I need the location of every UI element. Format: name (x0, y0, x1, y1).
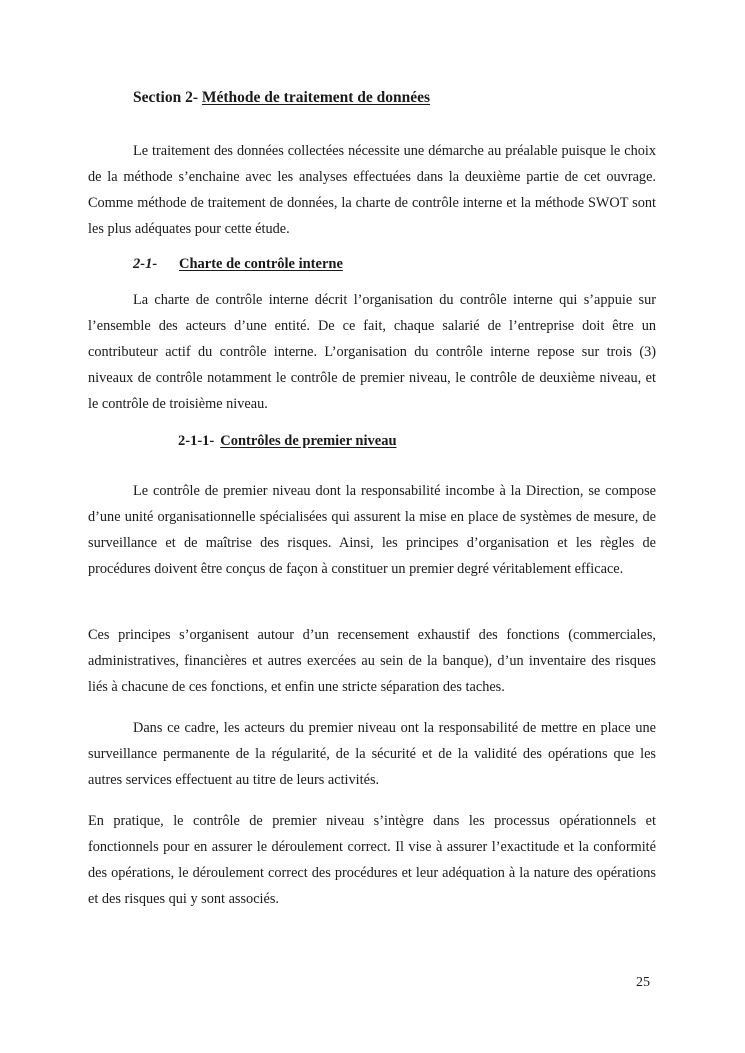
paragraph-premier-niveau: Le contrôle de premier niveau dont la responsabilité incombe à la Direction, se compose d’une unité organisationnelle spécialisées qui assurent la mise en place de systèmes de mesure, de surveillance et de maîtrise des risques. Ainsi, les principes d’organisation et les règles de procédures doivent être conçus de façon à constituer un premier degré véritablement efficace. (88, 483, 656, 577)
paragraph-charte: La charte de contrôle interne décrit l’organisation du contrôle interne qui s’appuie sur l’ensemble des acteurs d’une entité. De ce fait, chaque salarié de l’entreprise doit être un contributeur actif du contrôle interne. L’organisation du contrôle interne repose sur trois (3) niveaux de contrôle notamment le contrôle de premier niveau, le contrôle de deuxième niveau, et le contrôle de troisième niveau. (88, 292, 656, 412)
subsection-number: 2-1- (133, 256, 158, 272)
subsubsection-number: 2-1-1- (178, 433, 215, 449)
subsubsection-title: Contrôles de premier niveau (220, 433, 397, 449)
section-title: Méthode de traitement de données (201, 89, 431, 106)
section-prefix: Section 2- (133, 89, 202, 106)
paragraph-intro: Le traitement des données collectées nécessite une démarche au préalable puisque le choix de la méthode s’enchaine avec les analyses effectuées dans la deuxième partie de cet ouvrage. Comme méthode de traitement de données, la charte de contrôle interne et la méthode SWOT sont les plus adéquates pour cette étude. (88, 143, 656, 237)
page-number: 25 (636, 975, 650, 990)
paragraph-pratique: En pratique, le contrôle de premier niveau s’intègre dans les processus opérationnels et fonctionnels pour en assurer le déroulement correct. Il vise à assurer l’exactitude et la conformité des opérations, le déroulement correct des procédures et leur adéquation à la nature des opérations et des risques qui y sont associés. (88, 813, 656, 907)
subsubsection-heading (178, 433, 397, 450)
section-heading (133, 89, 430, 107)
subsection-title: Charte de contrôle interne (179, 256, 343, 272)
subsection-heading (133, 256, 343, 273)
paragraph-cadre: Dans ce cadre, les acteurs du premier niveau ont la responsabilité de mettre en place une surveillance permanente de la régularité, de la sécurité et de la validité des opérations que les autres services effectuent au titre de leurs activités. (88, 720, 656, 788)
paragraph-principes: Ces principes s’organisent autour d’un recensement exhaustif des fonctions (commerciales, administratives, financières et autres exercées au sein de la banque), d’un inventaire des risques liés à chacune de ces fonctions, et enfin une stricte séparation des taches. (88, 627, 656, 695)
